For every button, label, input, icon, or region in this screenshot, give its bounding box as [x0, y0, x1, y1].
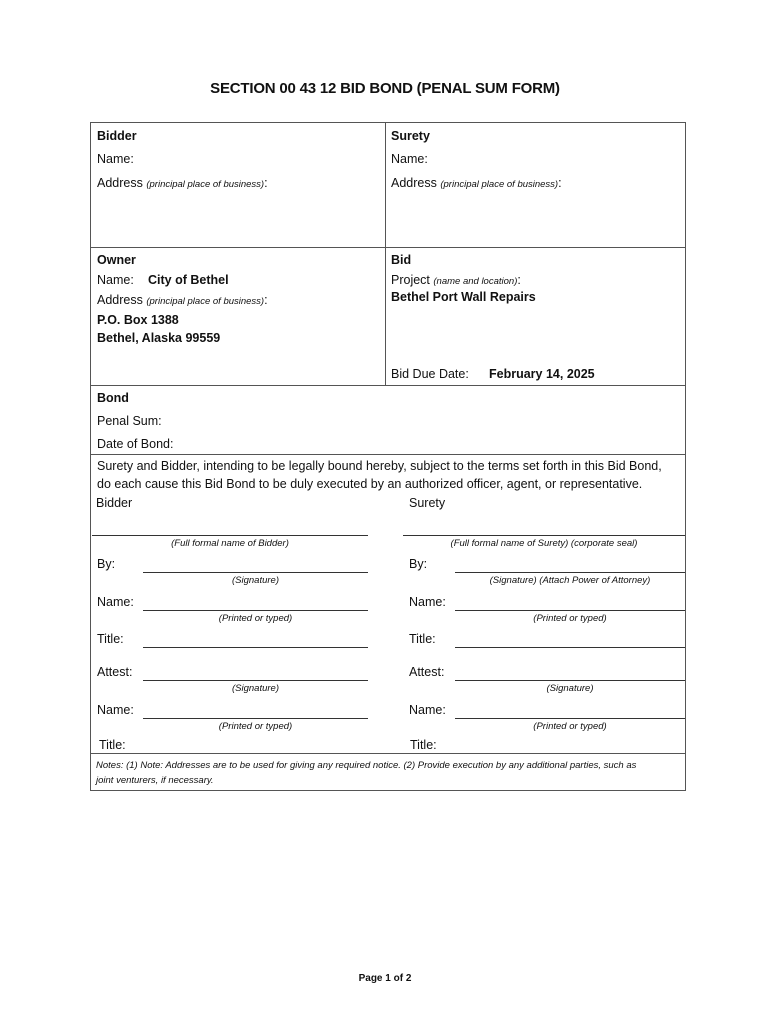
surety-title-line[interactable] [455, 647, 685, 648]
bidder-heading: Bidder [97, 129, 137, 143]
bid-heading: Bid [391, 253, 412, 267]
sign-surety-heading: Surety [409, 496, 446, 510]
owner-address-line1: P.O. Box 1388 [97, 313, 179, 327]
bidder-signature-caption: (Signature) [232, 575, 279, 586]
bidder-attest-label: Attest: [97, 665, 133, 679]
bidder-by-label: By: [97, 557, 116, 571]
surety-heading: Surety [391, 129, 430, 143]
surety-attest-label: Attest: [409, 665, 445, 679]
surety-attest-title-label: Title: [410, 738, 437, 752]
bid-due-date-value: February 14, 2025 [489, 367, 595, 381]
bidder-attest-signature-caption: (Signature) [232, 683, 279, 694]
owner-address-label: Address (principal place of business): [97, 293, 268, 307]
surety-full-name-line[interactable] [403, 535, 685, 536]
bidder-signature-line[interactable] [143, 572, 368, 573]
surety-signature-line[interactable] [455, 572, 685, 573]
table-divider [90, 753, 686, 754]
statement-line-1: Surety and Bidder, intending to be legally bound hereby, subject to the terms set forth in this Bid Bond, [97, 459, 662, 473]
notes-line-2: joint venturers, if necessary. [96, 775, 214, 786]
bid-project-label: Project (name and location): [391, 273, 521, 287]
surety-name-label: Name: [391, 152, 428, 166]
surety-attest-name-label: Name: [409, 703, 446, 717]
bidder-name-label: Name: [97, 595, 134, 609]
bidder-printed-name-line[interactable] [143, 610, 368, 611]
table-divider [90, 454, 686, 455]
table-border-right [685, 122, 686, 791]
surety-printed-name-line[interactable] [455, 610, 685, 611]
surety-attest-printed-caption: (Printed or typed) [533, 721, 607, 732]
bidder-title-label: Title: [97, 632, 124, 646]
bid-project-value: Bethel Port Wall Repairs [391, 290, 536, 304]
owner-address-line2: Bethel, Alaska 99559 [97, 331, 221, 345]
page-number: Page 1 of 2 [358, 973, 412, 984]
bidder-attest-title-label: Title: [99, 738, 126, 752]
bidder-full-name-caption: (Full formal name of Bidder) [171, 538, 289, 549]
sign-bidder-heading: Bidder [96, 496, 133, 510]
date-of-bond-label: Date of Bond: [97, 437, 174, 451]
document-title: SECTION 00 43 12 BID BOND (PENAL SUM FORM) [210, 80, 560, 97]
owner-name-value: City of Bethel [148, 273, 229, 287]
bidder-full-name-line[interactable] [92, 535, 368, 536]
bidder-address-label: Address (principal place of business): [97, 176, 268, 190]
surety-printed-caption: (Printed or typed) [533, 613, 607, 624]
penal-sum-label: Penal Sum: [97, 414, 162, 428]
surety-name-label: Name: [409, 595, 446, 609]
bid-due-date-label: Bid Due Date: [391, 367, 469, 381]
bidder-attest-name-label: Name: [97, 703, 134, 717]
column-divider [385, 122, 386, 385]
bidder-attest-printed-name-line[interactable] [143, 718, 368, 719]
table-border-bottom [90, 790, 686, 791]
table-divider [90, 247, 686, 248]
surety-by-label: By: [409, 557, 428, 571]
bidder-title-line[interactable] [143, 647, 368, 648]
bidder-name-label: Name: [97, 152, 134, 166]
owner-name-label: Name: [97, 273, 134, 287]
surety-attest-signature-line[interactable] [455, 680, 685, 681]
bond-heading: Bond [97, 391, 129, 405]
surety-attest-printed-name-line[interactable] [455, 718, 685, 719]
surety-address-label: Address (principal place of business): [391, 176, 562, 190]
statement-line-2: do each cause this Bid Bond to be duly executed by an authorized officer, agent, or representative. [97, 477, 643, 491]
table-divider [90, 385, 686, 386]
surety-attest-signature-caption: (Signature) [546, 683, 594, 694]
surety-signature-caption: (Signature) (Attach Power of Attorney) [489, 575, 651, 586]
bidder-attest-signature-line[interactable] [143, 680, 368, 681]
bidder-attest-printed-caption: (Printed or typed) [218, 721, 293, 732]
surety-title-label: Title: [409, 632, 436, 646]
owner-heading: Owner [97, 253, 136, 267]
table-border-left [90, 122, 91, 791]
bidder-printed-caption: (Printed or typed) [218, 613, 293, 624]
surety-full-name-caption: (Full formal name of Surety) (corporate seal) [450, 538, 638, 549]
table-border-top [90, 122, 686, 123]
notes-line-1: Notes: (1) Note: Addresses are to be used for giving any required notice. (2) Provide execution by any additional parties, such as [96, 760, 637, 771]
